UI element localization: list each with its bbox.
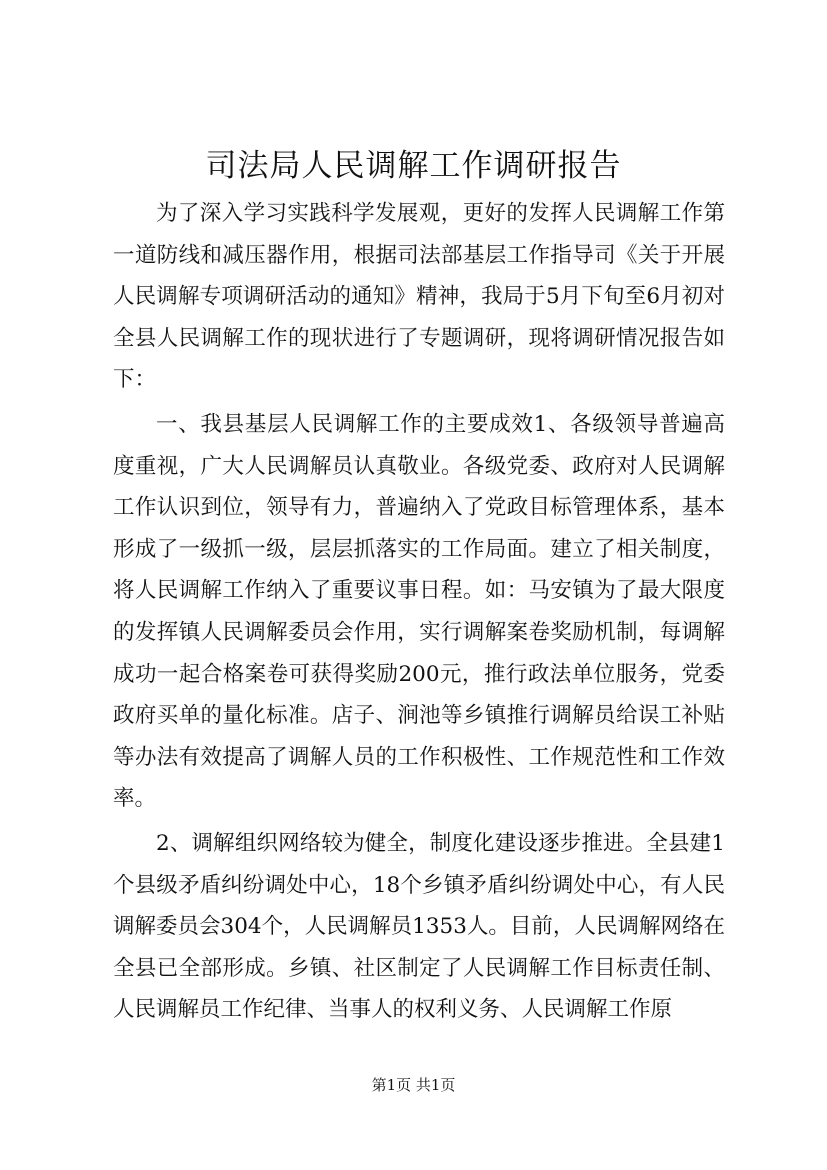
page-footer: 第1页 共1页 (371, 1076, 456, 1094)
paragraph-section-1: 一、我县基层人民调解工作的主要成效1、各级领导普遍高度重视，广大人民调解员认真敬业。各级党委、政府对人民调解工作认识到位，领导有力，普遍纳入了党政目标管理体系，基本形成了一级抓一级，层层抓落实的工作局面。建立了相关制度，将人民调解工作纳入了重要议事日程。如：马安镇为了最大限度的发挥镇人民调解委员会作用，实行调解案卷奖励机制，每调解成功一起合格案卷可获得奖励200元，推行政法单位服务，党委政府买单的量化标准。店子、涧池等乡镇推行调解员给误工补贴等办法有效提高了调解人员的工作积极性、工作规范性和工作效率。 (113, 411, 725, 812)
paragraph-section-2: 2、调解组织网络较为健全，制度化建设逐步推进。全县建1个县级矛盾纠纷调处中心，18个乡镇矛盾纠纷调处中心，有人民调解委员会304个，人民调解员1353人。目前，人民调解网络在全县已全部形成。乡镇、社区制定了人民调解工作目标责任制、人民调解员工作纪律、当事人的权利义务、人民调解工作原 (113, 830, 725, 1023)
paragraph-intro: 为了深入学习实践科学发展观，更好的发挥人民调解工作第一道防线和减压器作用，根据司法部基层工作指导司《关于开展人民调解专项调研活动的通知》精神，我局于5月下旬至6月初对全县人民调解工作的现状进行了专题调研，现将调研情况报告如下： (113, 201, 725, 393)
document-title: 司法局人民调解工作调研报告 (205, 148, 622, 184)
document-body (113, 193, 725, 1031)
